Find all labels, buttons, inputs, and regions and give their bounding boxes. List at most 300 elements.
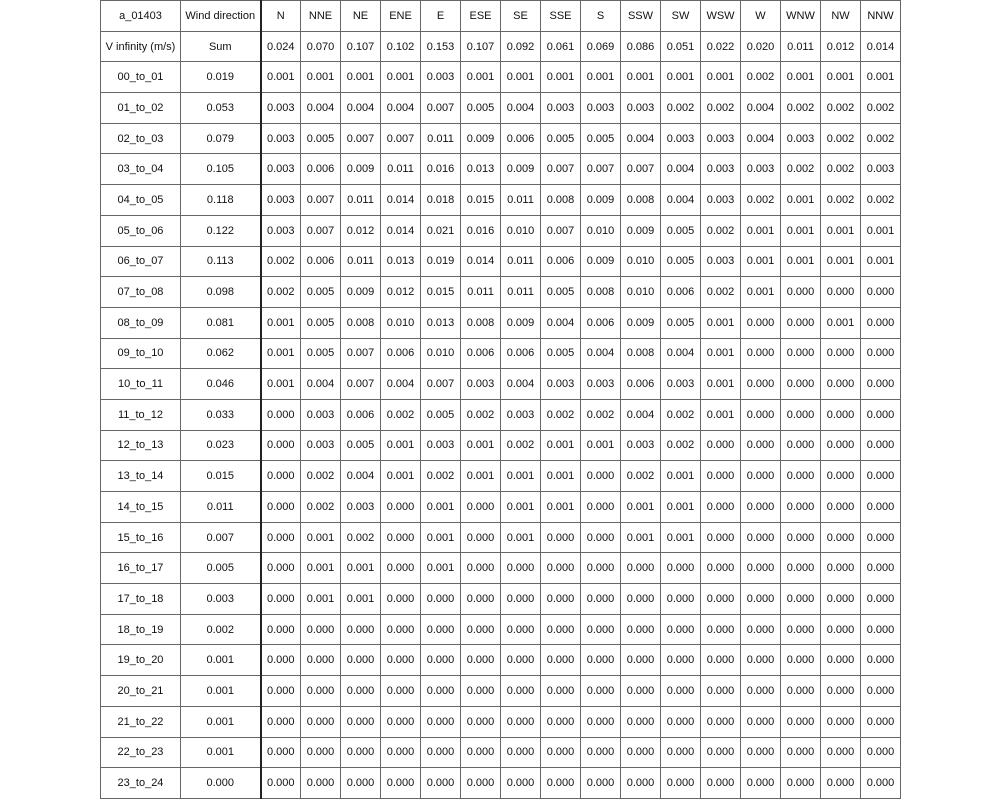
frequency-cell: 0.018 bbox=[421, 185, 461, 216]
table-row bbox=[101, 123, 901, 154]
direction-sum: 0.061 bbox=[541, 31, 581, 62]
speed-bin-sum: 0.001 bbox=[181, 737, 261, 768]
frequency-cell: 0.000 bbox=[861, 338, 901, 369]
frequency-cell: 0.003 bbox=[261, 123, 301, 154]
frequency-cell: 0.000 bbox=[261, 768, 301, 799]
frequency-cell: 0.000 bbox=[861, 737, 901, 768]
frequency-cell: 0.000 bbox=[861, 706, 901, 737]
frequency-cell: 0.013 bbox=[381, 246, 421, 277]
frequency-cell: 0.000 bbox=[661, 614, 701, 645]
frequency-cell: 0.000 bbox=[421, 645, 461, 676]
frequency-cell: 0.000 bbox=[261, 553, 301, 584]
table-row bbox=[101, 246, 901, 277]
frequency-cell: 0.004 bbox=[581, 338, 621, 369]
frequency-cell: 0.007 bbox=[381, 123, 421, 154]
frequency-cell: 0.000 bbox=[861, 430, 901, 461]
frequency-cell: 0.001 bbox=[501, 461, 541, 492]
frequency-cell: 0.000 bbox=[661, 706, 701, 737]
frequency-cell: 0.000 bbox=[261, 461, 301, 492]
table-row bbox=[101, 768, 901, 799]
frequency-cell: 0.014 bbox=[461, 246, 501, 277]
frequency-cell: 0.000 bbox=[701, 737, 741, 768]
frequency-cell: 0.000 bbox=[301, 614, 341, 645]
speed-bin-label: 08_to_09 bbox=[101, 307, 181, 338]
frequency-cell: 0.008 bbox=[341, 307, 381, 338]
frequency-cell: 0.004 bbox=[501, 369, 541, 400]
speed-bin-label: 12_to_13 bbox=[101, 430, 181, 461]
frequency-cell: 0.007 bbox=[301, 215, 341, 246]
frequency-cell: 0.000 bbox=[741, 614, 781, 645]
frequency-cell: 0.000 bbox=[741, 522, 781, 553]
frequency-cell: 0.002 bbox=[701, 93, 741, 124]
frequency-cell: 0.000 bbox=[581, 553, 621, 584]
frequency-cell: 0.001 bbox=[301, 553, 341, 584]
frequency-cell: 0.000 bbox=[541, 768, 581, 799]
frequency-cell: 0.004 bbox=[341, 93, 381, 124]
frequency-cell: 0.013 bbox=[421, 307, 461, 338]
frequency-cell: 0.003 bbox=[861, 154, 901, 185]
frequency-cell: 0.001 bbox=[261, 369, 301, 400]
direction-header: NE bbox=[341, 1, 381, 32]
frequency-cell: 0.000 bbox=[861, 522, 901, 553]
table-row bbox=[101, 645, 901, 676]
frequency-cell: 0.000 bbox=[581, 492, 621, 523]
frequency-cell: 0.003 bbox=[781, 123, 821, 154]
frequency-cell: 0.001 bbox=[661, 522, 701, 553]
frequency-cell: 0.005 bbox=[301, 307, 341, 338]
frequency-cell: 0.000 bbox=[301, 676, 341, 707]
frequency-cell: 0.000 bbox=[461, 768, 501, 799]
frequency-cell: 0.000 bbox=[461, 737, 501, 768]
direction-header: SSW bbox=[621, 1, 661, 32]
speed-bin-label: 19_to_20 bbox=[101, 645, 181, 676]
direction-header: SW bbox=[661, 1, 701, 32]
frequency-cell: 0.005 bbox=[301, 123, 341, 154]
frequency-cell: 0.000 bbox=[381, 614, 421, 645]
frequency-cell: 0.003 bbox=[261, 93, 301, 124]
frequency-cell: 0.000 bbox=[381, 737, 421, 768]
frequency-cell: 0.002 bbox=[301, 492, 341, 523]
frequency-cell: 0.001 bbox=[381, 461, 421, 492]
frequency-cell: 0.004 bbox=[621, 123, 661, 154]
frequency-cell: 0.003 bbox=[301, 399, 341, 430]
speed-bin-label: 16_to_17 bbox=[101, 553, 181, 584]
frequency-cell: 0.001 bbox=[501, 522, 541, 553]
frequency-cell: 0.002 bbox=[661, 399, 701, 430]
frequency-cell: 0.001 bbox=[261, 62, 301, 93]
frequency-cell: 0.008 bbox=[581, 277, 621, 308]
frequency-cell: 0.001 bbox=[621, 492, 661, 523]
speed-bin-sum: 0.053 bbox=[181, 93, 261, 124]
frequency-cell: 0.008 bbox=[621, 338, 661, 369]
frequency-cell: 0.000 bbox=[741, 492, 781, 523]
frequency-cell: 0.000 bbox=[501, 676, 541, 707]
frequency-cell: 0.005 bbox=[661, 307, 701, 338]
frequency-cell: 0.001 bbox=[341, 584, 381, 615]
frequency-cell: 0.001 bbox=[541, 492, 581, 523]
frequency-cell: 0.000 bbox=[261, 584, 301, 615]
table-row bbox=[101, 737, 901, 768]
frequency-cell: 0.005 bbox=[661, 246, 701, 277]
table-row bbox=[101, 62, 901, 93]
frequency-cell: 0.000 bbox=[781, 645, 821, 676]
frequency-cell: 0.000 bbox=[661, 553, 701, 584]
frequency-cell: 0.002 bbox=[821, 154, 861, 185]
frequency-cell: 0.006 bbox=[501, 123, 541, 154]
frequency-cell: 0.003 bbox=[261, 185, 301, 216]
frequency-cell: 0.004 bbox=[741, 123, 781, 154]
frequency-cell: 0.000 bbox=[661, 645, 701, 676]
frequency-cell: 0.000 bbox=[501, 737, 541, 768]
speed-bin-sum: 0.005 bbox=[181, 553, 261, 584]
frequency-cell: 0.003 bbox=[621, 430, 661, 461]
frequency-cell: 0.019 bbox=[421, 246, 461, 277]
direction-sum: 0.107 bbox=[341, 31, 381, 62]
frequency-cell: 0.000 bbox=[461, 584, 501, 615]
direction-header: NNW bbox=[861, 1, 901, 32]
direction-header: SE bbox=[501, 1, 541, 32]
frequency-cell: 0.001 bbox=[781, 185, 821, 216]
frequency-cell: 0.000 bbox=[741, 430, 781, 461]
frequency-cell: 0.001 bbox=[781, 215, 821, 246]
speed-bin-label: 00_to_01 bbox=[101, 62, 181, 93]
frequency-cell: 0.000 bbox=[741, 706, 781, 737]
frequency-cell: 0.000 bbox=[421, 614, 461, 645]
table-row bbox=[101, 553, 901, 584]
frequency-cell: 0.008 bbox=[541, 185, 581, 216]
frequency-cell: 0.002 bbox=[861, 185, 901, 216]
frequency-cell: 0.000 bbox=[581, 737, 621, 768]
frequency-cell: 0.000 bbox=[261, 706, 301, 737]
frequency-cell: 0.003 bbox=[461, 369, 501, 400]
direction-sum: 0.022 bbox=[701, 31, 741, 62]
frequency-cell: 0.000 bbox=[261, 492, 301, 523]
frequency-cell: 0.002 bbox=[701, 277, 741, 308]
frequency-cell: 0.000 bbox=[861, 614, 901, 645]
frequency-cell: 0.000 bbox=[581, 676, 621, 707]
frequency-cell: 0.000 bbox=[621, 768, 661, 799]
frequency-cell: 0.004 bbox=[661, 154, 701, 185]
frequency-cell: 0.002 bbox=[821, 185, 861, 216]
frequency-cell: 0.000 bbox=[821, 461, 861, 492]
frequency-cell: 0.006 bbox=[661, 277, 701, 308]
frequency-cell: 0.000 bbox=[741, 307, 781, 338]
frequency-cell: 0.000 bbox=[701, 706, 741, 737]
frequency-cell: 0.000 bbox=[821, 369, 861, 400]
frequency-cell: 0.000 bbox=[261, 645, 301, 676]
table-row bbox=[101, 185, 901, 216]
frequency-cell: 0.000 bbox=[261, 614, 301, 645]
frequency-cell: 0.007 bbox=[541, 215, 581, 246]
frequency-cell: 0.000 bbox=[701, 522, 741, 553]
wind-frequency-table bbox=[100, 0, 901, 799]
frequency-cell: 0.011 bbox=[381, 154, 421, 185]
direction-header: W bbox=[741, 1, 781, 32]
frequency-cell: 0.000 bbox=[381, 584, 421, 615]
direction-sum: 0.070 bbox=[301, 31, 341, 62]
speed-bin-sum: 0.002 bbox=[181, 614, 261, 645]
frequency-cell: 0.000 bbox=[821, 338, 861, 369]
frequency-cell: 0.007 bbox=[341, 369, 381, 400]
speed-bin-label: 10_to_11 bbox=[101, 369, 181, 400]
frequency-cell: 0.004 bbox=[501, 93, 541, 124]
speed-bin-label: 20_to_21 bbox=[101, 676, 181, 707]
frequency-cell: 0.000 bbox=[821, 430, 861, 461]
frequency-cell: 0.000 bbox=[781, 277, 821, 308]
table-row bbox=[101, 277, 901, 308]
direction-header: NNE bbox=[301, 1, 341, 32]
frequency-cell: 0.000 bbox=[701, 768, 741, 799]
frequency-cell: 0.000 bbox=[581, 768, 621, 799]
frequency-cell: 0.000 bbox=[861, 553, 901, 584]
frequency-cell: 0.001 bbox=[661, 492, 701, 523]
frequency-cell: 0.011 bbox=[501, 246, 541, 277]
frequency-cell: 0.000 bbox=[781, 768, 821, 799]
frequency-cell: 0.011 bbox=[461, 277, 501, 308]
frequency-cell: 0.010 bbox=[621, 277, 661, 308]
frequency-cell: 0.000 bbox=[861, 584, 901, 615]
table-row bbox=[101, 584, 901, 615]
frequency-cell: 0.000 bbox=[341, 737, 381, 768]
frequency-cell: 0.000 bbox=[261, 522, 301, 553]
frequency-cell: 0.000 bbox=[821, 277, 861, 308]
frequency-cell: 0.000 bbox=[821, 584, 861, 615]
speed-bin-sum: 0.033 bbox=[181, 399, 261, 430]
frequency-cell: 0.001 bbox=[301, 522, 341, 553]
speed-bin-sum: 0.079 bbox=[181, 123, 261, 154]
frequency-cell: 0.000 bbox=[461, 614, 501, 645]
frequency-cell: 0.002 bbox=[261, 246, 301, 277]
frequency-cell: 0.000 bbox=[261, 676, 301, 707]
direction-header: WNW bbox=[781, 1, 821, 32]
frequency-cell: 0.002 bbox=[461, 399, 501, 430]
frequency-cell: 0.000 bbox=[261, 430, 301, 461]
frequency-cell: 0.004 bbox=[661, 338, 701, 369]
frequency-cell: 0.021 bbox=[421, 215, 461, 246]
speed-bin-sum: 0.001 bbox=[181, 676, 261, 707]
frequency-cell: 0.002 bbox=[861, 123, 901, 154]
wind-frequency-table-container bbox=[100, 0, 900, 799]
frequency-cell: 0.005 bbox=[661, 215, 701, 246]
speed-bin-sum: 0.007 bbox=[181, 522, 261, 553]
frequency-cell: 0.001 bbox=[421, 553, 461, 584]
frequency-cell: 0.001 bbox=[701, 307, 741, 338]
table-row bbox=[101, 461, 901, 492]
frequency-cell: 0.001 bbox=[741, 277, 781, 308]
direction-header: N bbox=[261, 1, 301, 32]
frequency-cell: 0.014 bbox=[381, 215, 421, 246]
frequency-cell: 0.001 bbox=[421, 492, 461, 523]
frequency-cell: 0.000 bbox=[301, 706, 341, 737]
speed-bin-label: 03_to_04 bbox=[101, 154, 181, 185]
frequency-cell: 0.000 bbox=[621, 614, 661, 645]
direction-header: ENE bbox=[381, 1, 421, 32]
frequency-cell: 0.003 bbox=[701, 185, 741, 216]
frequency-cell: 0.000 bbox=[501, 645, 541, 676]
frequency-cell: 0.001 bbox=[861, 246, 901, 277]
table-row bbox=[101, 369, 901, 400]
speed-bin-label: 15_to_16 bbox=[101, 522, 181, 553]
frequency-cell: 0.006 bbox=[301, 154, 341, 185]
frequency-cell: 0.003 bbox=[341, 492, 381, 523]
frequency-cell: 0.005 bbox=[541, 123, 581, 154]
frequency-cell: 0.016 bbox=[461, 215, 501, 246]
speed-bin-sum: 0.113 bbox=[181, 246, 261, 277]
frequency-cell: 0.003 bbox=[581, 369, 621, 400]
frequency-cell: 0.000 bbox=[821, 645, 861, 676]
frequency-cell: 0.000 bbox=[781, 676, 821, 707]
frequency-cell: 0.006 bbox=[501, 338, 541, 369]
frequency-cell: 0.001 bbox=[381, 62, 421, 93]
table-row bbox=[101, 430, 901, 461]
frequency-cell: 0.002 bbox=[381, 399, 421, 430]
frequency-cell: 0.000 bbox=[581, 645, 621, 676]
frequency-cell: 0.000 bbox=[701, 492, 741, 523]
frequency-cell: 0.002 bbox=[541, 399, 581, 430]
frequency-cell: 0.002 bbox=[741, 185, 781, 216]
speed-bin-sum: 0.011 bbox=[181, 492, 261, 523]
frequency-cell: 0.013 bbox=[461, 154, 501, 185]
frequency-cell: 0.000 bbox=[781, 307, 821, 338]
frequency-cell: 0.001 bbox=[461, 62, 501, 93]
frequency-cell: 0.001 bbox=[341, 553, 381, 584]
frequency-cell: 0.000 bbox=[661, 737, 701, 768]
frequency-cell: 0.000 bbox=[781, 614, 821, 645]
speed-bin-label: 23_to_24 bbox=[101, 768, 181, 799]
speed-bin-sum: 0.118 bbox=[181, 185, 261, 216]
direction-sum: 0.092 bbox=[501, 31, 541, 62]
frequency-cell: 0.000 bbox=[781, 492, 821, 523]
frequency-cell: 0.010 bbox=[621, 246, 661, 277]
frequency-cell: 0.000 bbox=[341, 614, 381, 645]
speed-bin-label: 21_to_22 bbox=[101, 706, 181, 737]
frequency-cell: 0.005 bbox=[581, 123, 621, 154]
frequency-cell: 0.000 bbox=[821, 676, 861, 707]
frequency-cell: 0.000 bbox=[301, 645, 341, 676]
frequency-cell: 0.010 bbox=[501, 215, 541, 246]
frequency-cell: 0.001 bbox=[541, 62, 581, 93]
frequency-cell: 0.000 bbox=[741, 399, 781, 430]
frequency-cell: 0.006 bbox=[301, 246, 341, 277]
frequency-cell: 0.000 bbox=[861, 307, 901, 338]
frequency-cell: 0.011 bbox=[341, 185, 381, 216]
frequency-cell: 0.010 bbox=[581, 215, 621, 246]
frequency-cell: 0.000 bbox=[381, 676, 421, 707]
frequency-cell: 0.014 bbox=[381, 185, 421, 216]
frequency-cell: 0.002 bbox=[861, 93, 901, 124]
frequency-cell: 0.001 bbox=[501, 492, 541, 523]
frequency-cell: 0.000 bbox=[541, 584, 581, 615]
frequency-cell: 0.000 bbox=[781, 706, 821, 737]
frequency-cell: 0.009 bbox=[621, 307, 661, 338]
frequency-cell: 0.000 bbox=[661, 584, 701, 615]
frequency-cell: 0.002 bbox=[661, 93, 701, 124]
wind-direction-label-cell: Wind direction bbox=[181, 1, 261, 32]
speed-bin-sum: 0.015 bbox=[181, 461, 261, 492]
frequency-cell: 0.001 bbox=[701, 369, 741, 400]
frequency-cell: 0.002 bbox=[581, 399, 621, 430]
table-body bbox=[101, 1, 901, 799]
frequency-cell: 0.000 bbox=[461, 645, 501, 676]
speed-bin-sum: 0.023 bbox=[181, 430, 261, 461]
frequency-cell: 0.000 bbox=[701, 614, 741, 645]
frequency-cell: 0.005 bbox=[301, 338, 341, 369]
table-row bbox=[101, 307, 901, 338]
direction-sum: 0.051 bbox=[661, 31, 701, 62]
frequency-cell: 0.000 bbox=[621, 737, 661, 768]
frequency-cell: 0.008 bbox=[461, 307, 501, 338]
frequency-cell: 0.000 bbox=[341, 768, 381, 799]
speed-bin-sum: 0.001 bbox=[181, 706, 261, 737]
frequency-cell: 0.002 bbox=[701, 215, 741, 246]
frequency-cell: 0.000 bbox=[821, 706, 861, 737]
speed-bin-label: 22_to_23 bbox=[101, 737, 181, 768]
frequency-cell: 0.002 bbox=[301, 461, 341, 492]
frequency-cell: 0.012 bbox=[341, 215, 381, 246]
table-row bbox=[101, 522, 901, 553]
frequency-cell: 0.000 bbox=[541, 614, 581, 645]
frequency-cell: 0.001 bbox=[741, 215, 781, 246]
speed-bin-sum: 0.062 bbox=[181, 338, 261, 369]
direction-header: ESE bbox=[461, 1, 501, 32]
frequency-cell: 0.011 bbox=[501, 277, 541, 308]
frequency-cell: 0.009 bbox=[501, 154, 541, 185]
frequency-cell: 0.000 bbox=[821, 399, 861, 430]
speed-bin-sum: 0.098 bbox=[181, 277, 261, 308]
frequency-cell: 0.003 bbox=[661, 123, 701, 154]
frequency-cell: 0.000 bbox=[501, 584, 541, 615]
frequency-cell: 0.003 bbox=[421, 430, 461, 461]
table-row bbox=[101, 492, 901, 523]
frequency-cell: 0.002 bbox=[341, 522, 381, 553]
frequency-cell: 0.000 bbox=[581, 584, 621, 615]
frequency-cell: 0.001 bbox=[861, 62, 901, 93]
frequency-cell: 0.000 bbox=[461, 676, 501, 707]
frequency-cell: 0.003 bbox=[581, 93, 621, 124]
frequency-cell: 0.000 bbox=[381, 553, 421, 584]
frequency-cell: 0.000 bbox=[301, 768, 341, 799]
frequency-cell: 0.004 bbox=[381, 369, 421, 400]
frequency-cell: 0.001 bbox=[581, 430, 621, 461]
frequency-cell: 0.006 bbox=[461, 338, 501, 369]
frequency-cell: 0.001 bbox=[301, 584, 341, 615]
frequency-cell: 0.001 bbox=[821, 62, 861, 93]
frequency-cell: 0.003 bbox=[541, 369, 581, 400]
speed-bin-label: 13_to_14 bbox=[101, 461, 181, 492]
frequency-cell: 0.000 bbox=[781, 584, 821, 615]
frequency-cell: 0.002 bbox=[661, 430, 701, 461]
frequency-cell: 0.000 bbox=[341, 645, 381, 676]
frequency-cell: 0.000 bbox=[501, 614, 541, 645]
frequency-cell: 0.010 bbox=[421, 338, 461, 369]
frequency-cell: 0.003 bbox=[701, 154, 741, 185]
frequency-cell: 0.000 bbox=[461, 492, 501, 523]
frequency-cell: 0.001 bbox=[341, 62, 381, 93]
frequency-cell: 0.001 bbox=[661, 62, 701, 93]
speed-bin-label: 07_to_08 bbox=[101, 277, 181, 308]
frequency-cell: 0.001 bbox=[781, 246, 821, 277]
frequency-cell: 0.000 bbox=[461, 706, 501, 737]
speed-bin-sum: 0.046 bbox=[181, 369, 261, 400]
frequency-cell: 0.007 bbox=[541, 154, 581, 185]
direction-sum: 0.012 bbox=[821, 31, 861, 62]
frequency-cell: 0.001 bbox=[541, 430, 581, 461]
frequency-cell: 0.000 bbox=[621, 676, 661, 707]
frequency-cell: 0.009 bbox=[341, 154, 381, 185]
frequency-cell: 0.000 bbox=[621, 584, 661, 615]
frequency-cell: 0.010 bbox=[381, 307, 421, 338]
frequency-cell: 0.000 bbox=[381, 706, 421, 737]
